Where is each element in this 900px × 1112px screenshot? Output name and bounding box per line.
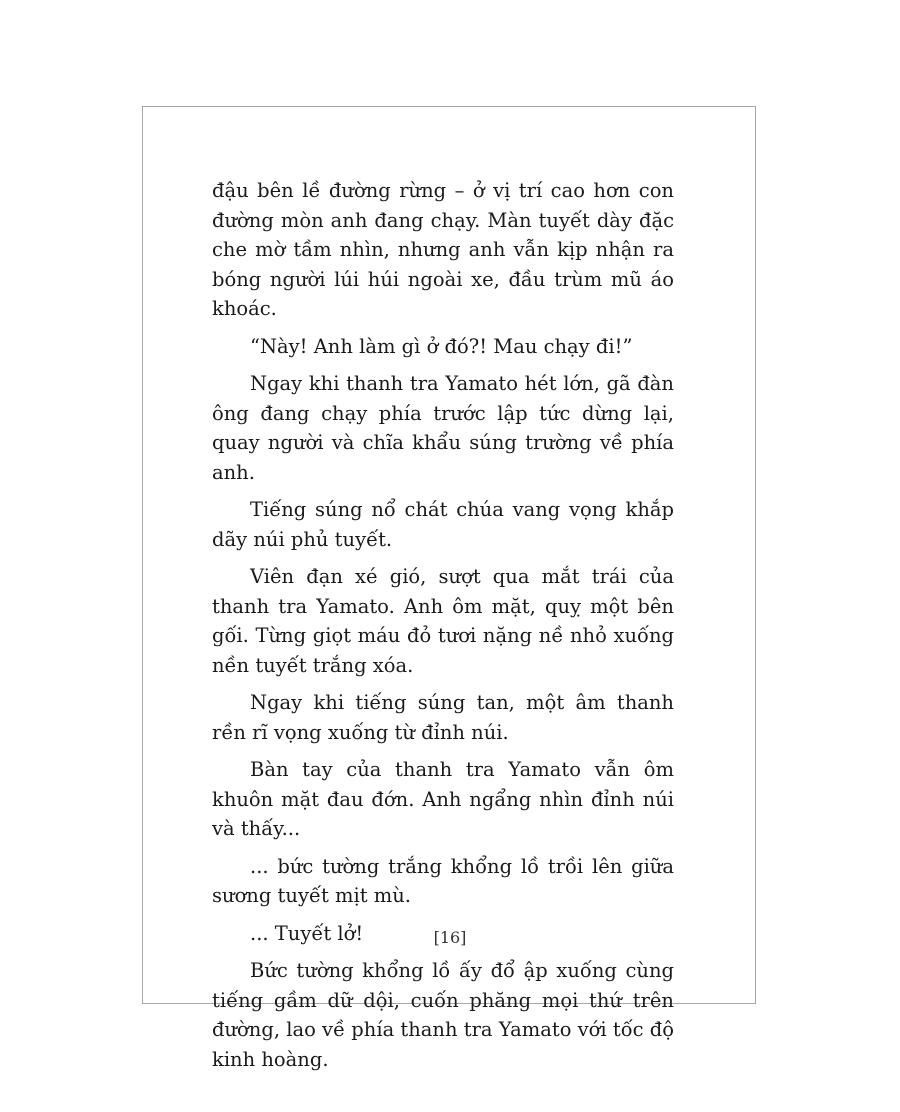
paragraph: “Này! Anh làm gì ở đó?! Mau chạy đi!” bbox=[250, 334, 633, 358]
paragraph: Bàn tay của thanh tra Yamato vẫn ôm khuôn mặt đau đớn. Anh ngẩng nhìn đỉnh núi và thấy... bbox=[212, 758, 674, 840]
paragraph: Tiếng súng nổ chát chúa vang vọng khắp dãy núi phủ tuyết. bbox=[212, 498, 674, 551]
paragraph: Ngay khi thanh tra Yamato hét lớn, gã đàn ông đang chạy phía trước lập tức dừng lại, quay người và chĩa khẩu súng trường về phía anh. bbox=[212, 372, 674, 484]
paragraph: Bức tường khổng lồ ấy đổ ập xuống cùng tiếng gầm dữ dội, cuốn phăng mọi thứ trên đường, lao về phía thanh tra Yamato với tốc độ kinh hoàng. bbox=[212, 959, 674, 1071]
paragraph: Viên đạn xé gió, sượt qua mắt trái của thanh tra Yamato. Anh ôm mặt, quỵ một bên gối. Từng giọt máu đỏ tươi nặng nề nhỏ xuống nền tuyết trắng xóa. bbox=[212, 565, 674, 677]
paragraph: đậu bên lề đường rừng – ở vị trí cao hơn con đường mòn anh đang chạy. Màn tuyết dày đặc che mờ tầm nhìn, nhưng anh vẫn kịp nhận ra bóng người lúi húi ngoài xe, đầu trùm mũ áo khoác. bbox=[212, 179, 674, 320]
paragraph: ... Tuyết lở! bbox=[250, 921, 364, 945]
page-number: [16] bbox=[433, 928, 467, 947]
paragraph: ... bức tường trắng khổng lồ trồi lên giữa sương tuyết mịt mù. bbox=[212, 854, 674, 907]
paragraph: Ngay khi tiếng súng tan, một âm thanh rền rĩ vọng xuống từ đỉnh núi. bbox=[212, 691, 674, 744]
